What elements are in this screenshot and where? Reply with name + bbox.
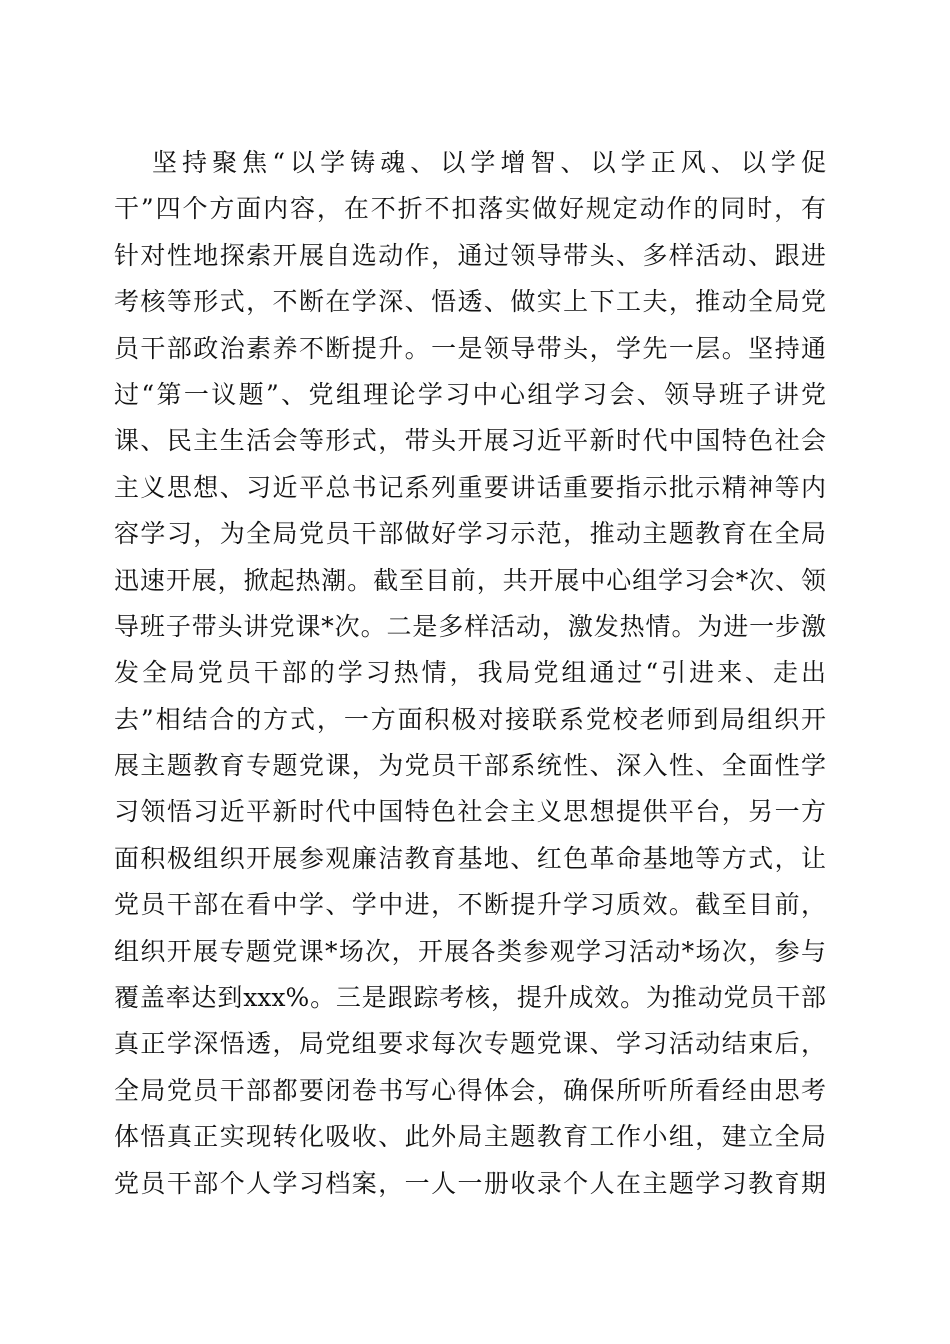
paragraph-line: 组织开展专题党课*场次，开展各类参观学习活动*场次，参与 <box>114 936 826 966</box>
body-paragraph <box>114 140 826 1207</box>
paragraph-line: 习领悟习近平新时代中国特色社会主义思想提供平台，另一方 <box>114 797 826 827</box>
paragraph-line: 发全局党员干部的学习热情，我局党组通过“引进来、走出 <box>114 658 826 688</box>
paragraph-line: 党员干部在看中学、学中进，不断提升学习质效。截至目前， <box>114 890 826 920</box>
paragraph-line: 党员干部个人学习档案，一人一册收录个人在主题学习教育期 <box>114 1168 826 1198</box>
paragraph-line: 干”四个方面内容，在不折不扣落实做好规定动作的同时，有 <box>114 194 826 224</box>
paragraph-line: 体悟真正实现转化吸收、此外局主题教育工作小组，建立全局 <box>114 1122 826 1152</box>
paragraph-line: 课、民主生活会等形式，带头开展习近平新时代中国特色社会 <box>114 426 826 456</box>
paragraph-line: 展主题教育专题党课，为党员干部系统性、深入性、全面性学 <box>114 751 826 781</box>
paragraph-line: 真正学深悟透，局党组要求每次专题党课、学习活动结束后， <box>114 1029 826 1059</box>
paragraph-line: 员干部政治素养不断提升。一是领导带头，学先一层。坚持通 <box>114 333 826 363</box>
paragraph-line: 迅速开展，掀起热潮。截至目前，共开展中心组学习会*次、领 <box>114 565 826 595</box>
paragraph-line: 面积极组织开展参观廉洁教育基地、红色革命基地等方式，让 <box>114 843 826 873</box>
paragraph-line: 过“第一议题”、党组理论学习中心组学习会、领导班子讲党 <box>114 379 826 409</box>
paragraph-line: 考核等形式，不断在学深、悟透、做实上下工夫，推动全局党 <box>114 287 826 317</box>
paragraph-line: 针对性地探索开展自选动作，通过领导带头、多样活动、跟进 <box>114 240 826 270</box>
paragraph-line: 导班子带头讲党课*次。二是多样活动，激发热情。为进一步激 <box>114 611 826 641</box>
paragraph-line: 主义思想、习近平总书记系列重要讲话重要指示批示精神等内 <box>114 472 826 502</box>
paragraph-line: 容学习，为全局党员干部做好学习示范，推动主题教育在全局 <box>114 519 826 549</box>
paragraph-line: 去”相结合的方式，一方面积极对接联系党校老师到局组织开 <box>114 704 826 734</box>
paragraph-line: 覆盖率达到xxx%。三是跟踪考核，提升成效。为推动党员干部 <box>114 983 826 1013</box>
paragraph-line: 坚持聚焦“以学铸魂、以学增智、以学正风、以学促 <box>152 148 826 177</box>
paragraph-line: 全局党员干部都要闭卷书写心得体会，确保所听所看经由思考 <box>114 1075 826 1105</box>
